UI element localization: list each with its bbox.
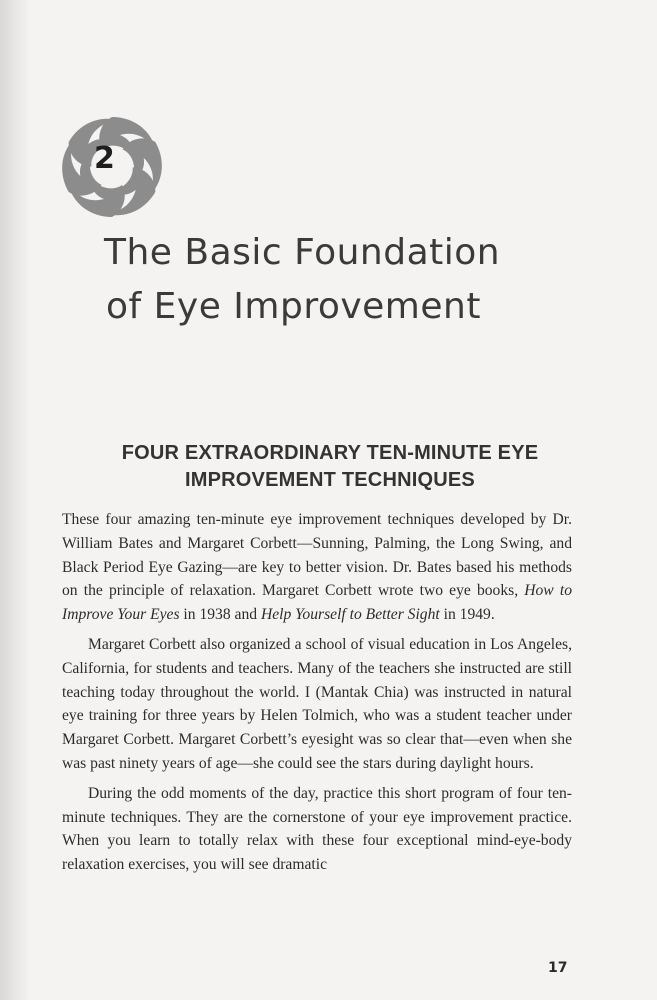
paragraph-2: Margaret Corbett also organized a school of visual education in Los Angeles, California, for students and teachers. Many of the teachers she instructed are still teaching today throughout the world. I (Mantak Chia) was instructed in natural eye training for three years by Helen Tolmich, who was a student teacher under Margaret Corbett. Margaret Corbett’s eyesight was so clear that—even when she was past ninety years of age—she could see the stars during daylight hours. <box>62 635 572 772</box>
book-title-1: How to Improve Your Eyes <box>62 582 572 624</box>
chapter-title-line2: of Eye Improvement <box>106 286 481 327</box>
chapter-number: 2 <box>94 141 115 176</box>
chapter-title <box>104 226 500 334</box>
page-number: 17 <box>548 960 568 976</box>
paragraph-1-text-a: These four amazing ten-minute eye improvement techniques developed by Dr. William Bates and Margaret Corbett—Sunning, Palming, the Long Swing, and Black Period Eye Gazing—are key to better vision. Dr. Bates based his methods on the principle of relaxation. Margaret Corbett wrote two eye books, <box>62 511 572 600</box>
page-gutter-shadow <box>0 0 30 1000</box>
section-heading <box>80 440 580 494</box>
section-heading-line2: IMPROVEMENT TECHNIQUES <box>185 469 475 491</box>
section-heading-line1: FOUR EXTRAORDINARY TEN-MINUTE EYE <box>121 442 539 464</box>
book-title-2: Help Yourself to Better Sight <box>260 606 440 624</box>
paragraph-1-text-c: in 1949. <box>439 606 495 624</box>
paragraph-1 <box>62 508 572 627</box>
paragraph-3: During the odd moments of the day, practice this short program of four ten-minute techniques. They are the cornerstone of your eye improvement practice. When you learn to totally relax with these four exceptional mind-eye-body relaxation exercises, you will see dramatic <box>62 784 572 874</box>
paragraph-1-text-b: in 1938 and <box>179 606 261 624</box>
chapter-title-line1: The Basic Foundation <box>104 232 501 273</box>
body-text <box>62 508 572 877</box>
